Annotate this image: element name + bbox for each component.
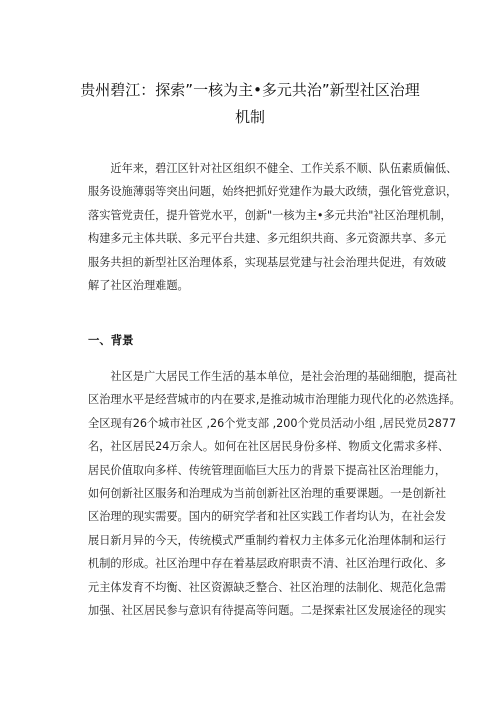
background-line: 元主体发育不均衡、社区资源缺乏整合、社区治理的法制化、规范化急需: [88, 580, 447, 594]
title-line-1: 贵州碧江：探索”一核为主•多元共治”新型社区治理: [80, 81, 420, 99]
background-line: 区治理水平是经营城市的内在要求,是推动城市治理能力现代化的必然选择。: [88, 393, 461, 407]
background-line: 社区是广大居民工作生活的基本单位，是社会治理的基础细胞，提高社: [88, 370, 458, 383]
background-line: 如何创新社区服务和治理成为当前创新社区治理的重要课题。一是创新社: [88, 487, 447, 501]
background-line: 全区现有26个城市社区 ,26个党支部 ,200个党员活动小组 ,居民党员2877: [88, 416, 457, 430]
title-line-2: 机制: [234, 108, 265, 126]
section-heading-background: 一、背景: [88, 333, 134, 347]
intro-paragraph: [88, 157, 458, 297]
intro-line: 近年来，碧江区针对社区组织不健全、工作关系不顺、队伍素质偏低、: [88, 162, 458, 175]
intro-line: 构建多元主体共联、多元平台共建、多元组织共商、多元资源共享、多元: [88, 232, 447, 246]
background-line: 区治理的现实需要。国内的研究学者和社区实践工作者均认为，在社会发: [88, 510, 447, 524]
intro-line: 解了社区治理难题。: [88, 279, 189, 293]
document-title: [60, 77, 440, 131]
intro-line: 服务设施薄弱等突出问题，始终把抓好党建作为最大政绩，强化管党意识，: [88, 185, 458, 199]
background-line: 机制的形成。社区治理中存在着基层政府职责不清、社区治理行政化、多: [88, 557, 447, 571]
background-line: 加强、社区居民参与意识有待提高等问题。二是探索社区发展途径的现实: [88, 604, 447, 618]
intro-line: 服务共担的新型社区治理体系，实现基层党建与社会治理共促进，有效破: [88, 255, 447, 269]
background-line: 名，社区居民24万余人。如何在社区居民身份多样、物质文化需求多样、: [88, 440, 450, 454]
intro-line: 落实管党责任，提升管党水平，创新"一核为主•多元共治"社区治理机制，: [88, 208, 452, 222]
background-line: 居民价值取向多样、传统管理面临巨大压力的背景下提高社区治理能力，: [88, 463, 447, 477]
background-paragraph: [88, 365, 461, 622]
background-line: 展日新月异的今天，传统模式严重制约着权力主体多元化治理体制和运行: [88, 533, 447, 547]
